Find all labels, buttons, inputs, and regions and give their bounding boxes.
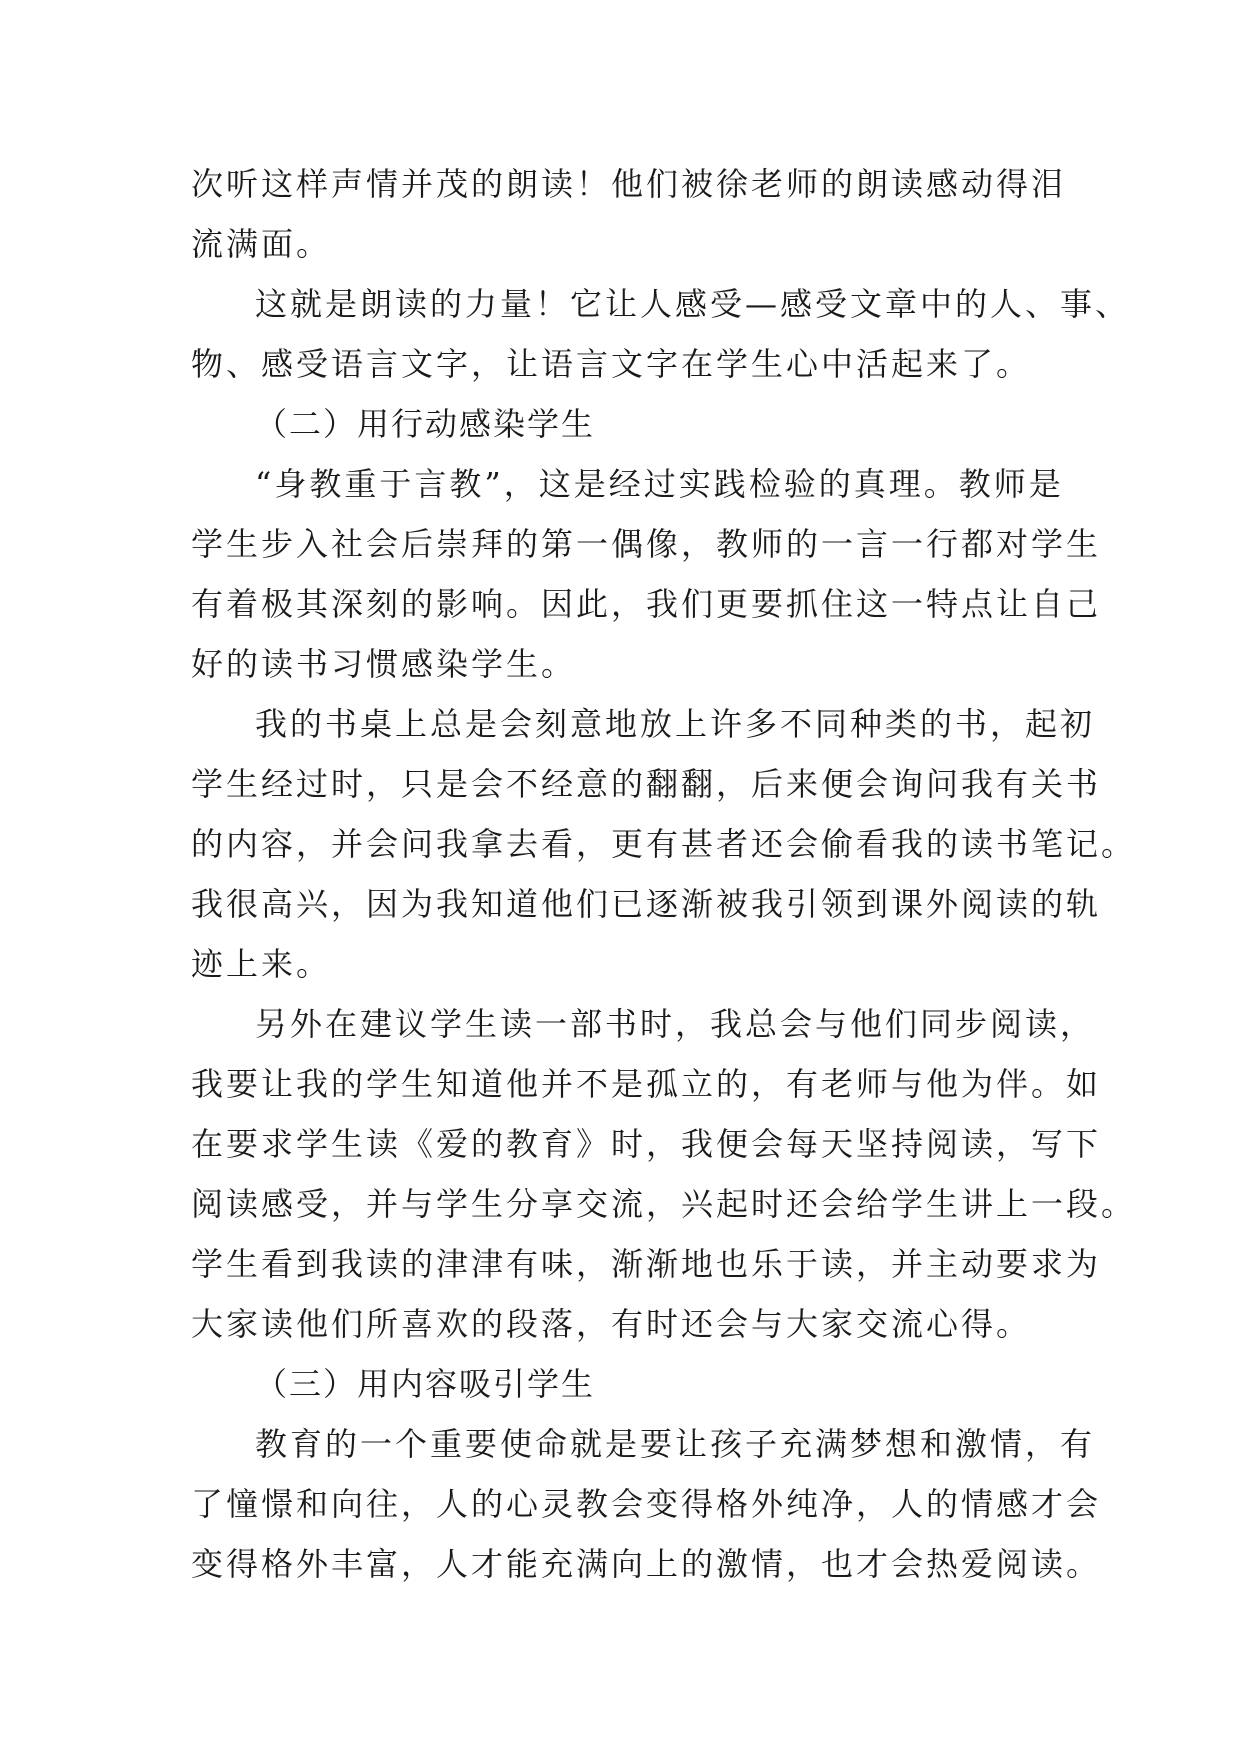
paragraph-start: 另外在建议学生读一部书时，我总会与他们同步阅读，	[255, 1005, 1096, 1043]
text-line: 物、感受语言文字，让语言文字在学生心中活起来了。	[191, 345, 1032, 383]
text-line: 在要求学生读《爱的教育》时，我便会每天坚持阅读，写下	[191, 1125, 1102, 1163]
text-line: 了憧憬和向往，人的心灵教会变得格外纯净，人的情感才会	[191, 1485, 1102, 1523]
text-line: 好的读书习惯感染学生。	[191, 645, 577, 683]
text-line: 我很高兴，因为我知道他们已逐渐被我引领到课外阅读的轨	[191, 885, 1102, 923]
text-line: 流满面。	[191, 225, 332, 263]
paragraph-start: 这就是朗读的力量！它让人感受—感受文章中的人、事、	[255, 285, 1131, 323]
text-line: 学生步入社会后崇拜的第一偶像，教师的一言一行都对学生	[191, 525, 1102, 563]
text-line: 次听这样声情并茂的朗读！他们被徐老师的朗读感动得泪	[191, 165, 1067, 203]
text-line: 迹上来。	[191, 945, 332, 983]
text-line: 学生看到我读的津津有味，渐渐地也乐于读，并主动要求为	[191, 1245, 1102, 1283]
section-heading: （二）用行动感染学生	[255, 405, 596, 443]
paragraph-start: “身教重于言教”，这是经过实践检验的真理。教师是	[255, 465, 1064, 503]
text-line: 大家读他们所喜欢的段落，有时还会与大家交流心得。	[191, 1305, 1032, 1343]
text-line: 学生经过时，只是会不经意的翻翻，后来便会询问我有关书	[191, 765, 1102, 803]
paragraph-start: 我的书桌上总是会刻意地放上许多不同种类的书，起初	[255, 705, 1096, 743]
text-line: 变得格外丰富，人才能充满向上的激情，也才会热爱阅读。	[191, 1545, 1102, 1583]
paragraph-start: 教育的一个重要使命就是要让孩子充满梦想和激情，有	[255, 1425, 1096, 1463]
text-line: 阅读感受，并与学生分享交流，兴起时还会给学生讲上一段。	[191, 1185, 1137, 1223]
text-line: 的内容，并会问我拿去看，更有甚者还会偷看我的读书笔记。	[191, 825, 1137, 863]
text-line: 我要让我的学生知道他并不是孤立的，有老师与他为伴。如	[191, 1065, 1102, 1103]
section-heading: （三）用内容吸引学生	[255, 1365, 596, 1403]
text-line: 有着极其深刻的影响。因此，我们更要抓住这一特点让自己	[191, 585, 1102, 623]
